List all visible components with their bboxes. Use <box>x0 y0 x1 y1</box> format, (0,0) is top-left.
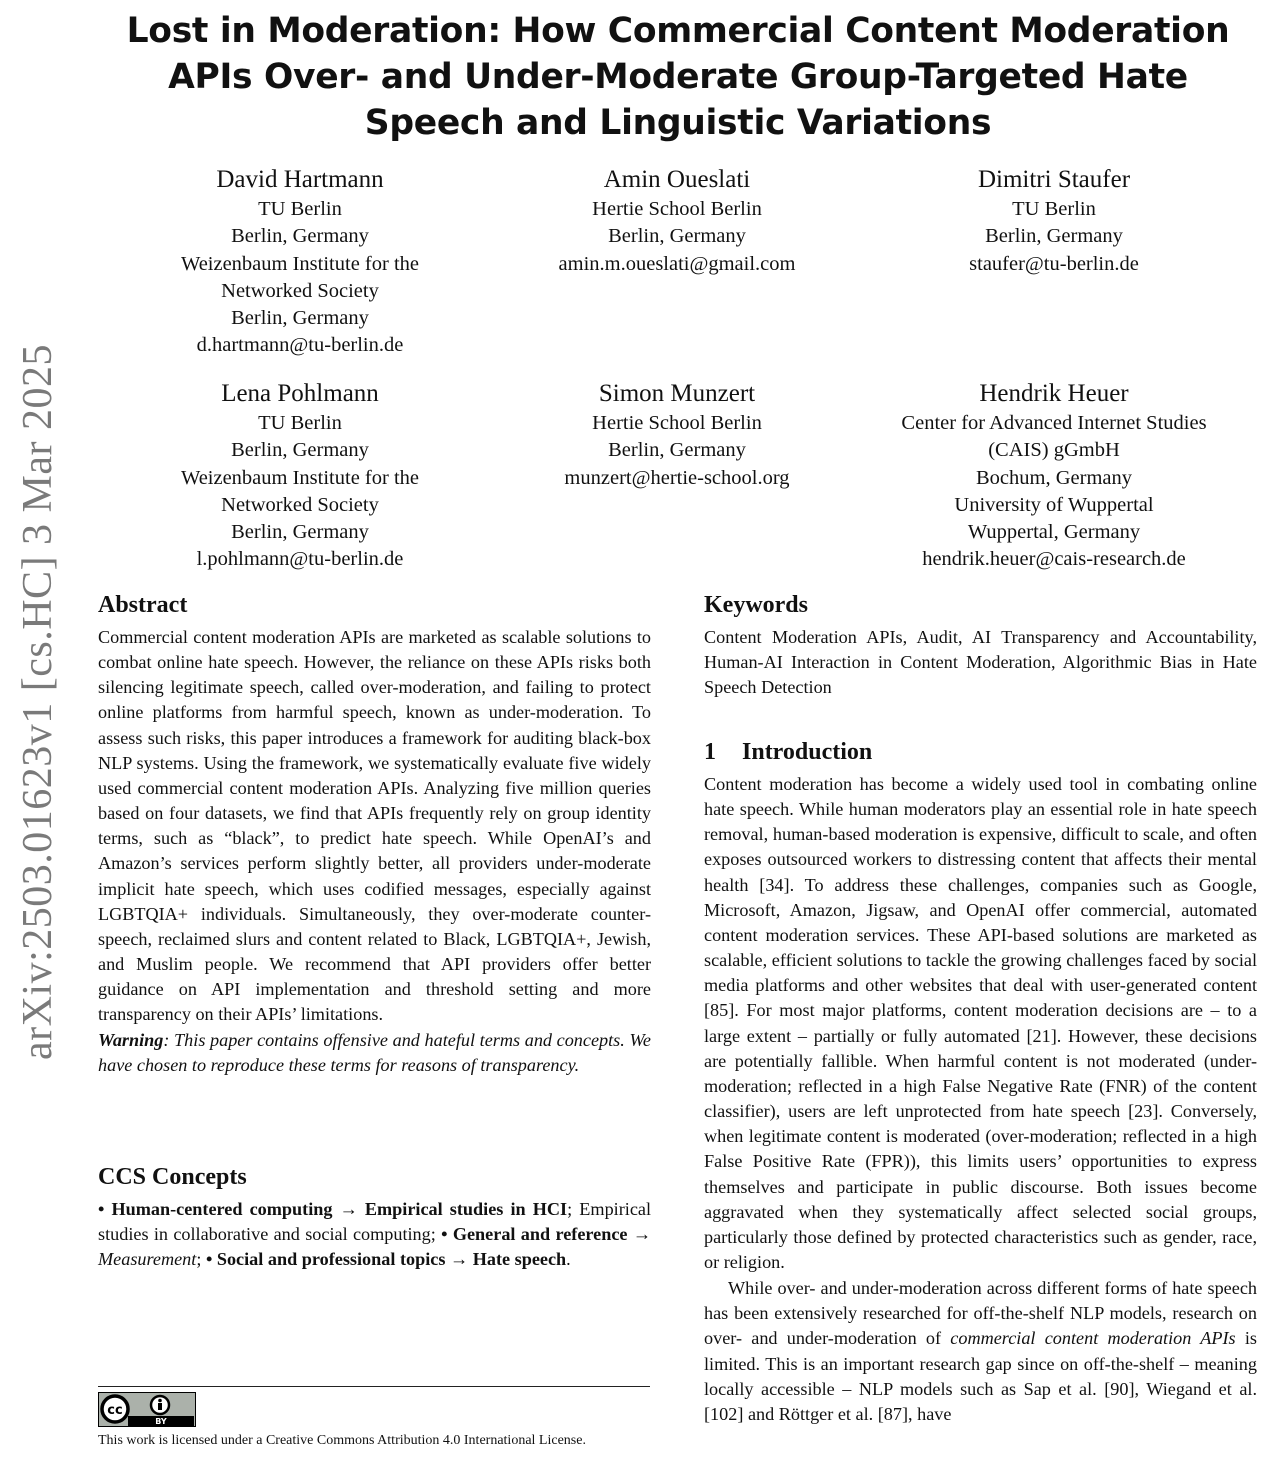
author-location: Berlin, Germany <box>231 307 369 330</box>
author-location: Bochum, Germany <box>976 466 1132 489</box>
arxiv-identifier: arXiv:2503.01623v1 [cs.HC] 3 Mar 2025 <box>15 343 61 1061</box>
author-affiliation: Hertie School Berlin <box>592 198 762 220</box>
author-name: Simon Munzert <box>598 380 756 407</box>
author-affiliation: (CAIS) gGmbH <box>988 439 1120 462</box>
warning-text: : This paper contains offensive and hateful terms and concepts. We have chosen to reproduce these terms for reasons of transparency. <box>98 1029 651 1075</box>
warning-label: Warning <box>98 1029 164 1050</box>
author-block <box>899 165 1209 278</box>
author-email: d.hartmann@tu-berlin.de <box>196 334 404 357</box>
author-affiliation: Center for Advanced Internet Studies <box>901 412 1207 434</box>
ccs-arrow: → <box>627 1224 652 1245</box>
author-location: Berlin, Germany <box>608 439 746 462</box>
ccs-concept: Empirical studies in HCI <box>364 1199 568 1219</box>
author-block <box>522 165 832 278</box>
author-affiliation: Networked Society <box>221 279 379 302</box>
author-affiliation: Networked Society <box>221 493 379 516</box>
author-location: Berlin, Germany <box>608 225 746 248</box>
ccs-separator: ; <box>196 1249 206 1270</box>
author-affiliation: Weizenbaum Institute for the <box>180 252 419 275</box>
license-text: This work is licensed under a Creative Commons Attribution 4.0 International License. <box>98 1433 586 1448</box>
author-block <box>522 379 832 492</box>
ccs-concept: Hate speech <box>472 1249 567 1270</box>
author-affiliation: University of Wuppertal <box>954 493 1154 516</box>
introduction-paragraph <box>704 1276 1257 1427</box>
cc-badge-text: cc <box>107 1403 123 1418</box>
ccs-end: . <box>566 1249 571 1270</box>
author-location: Berlin, Germany <box>231 225 369 248</box>
cc-by-license-icon <box>98 1392 196 1427</box>
author-email: l.pohlmann@tu-berlin.de <box>196 548 404 571</box>
ccs-concept: • General and reference <box>441 1224 628 1245</box>
ccs-text <box>98 1197 651 1272</box>
author-affiliation: TU Berlin <box>258 412 342 434</box>
by-badge-text: BY <box>155 1417 167 1426</box>
author-location: Berlin, Germany <box>985 225 1123 248</box>
abstract-text: Commercial content moderation APIs are marketed as scalable solutions to combat online hate speech. However, the reliance on these APIs risks both silencing legitimate speech, called over-moderation, and failing to protect online platforms from harmful speech, known as under-moderation. To assess such risks, this paper introduces a framework for auditing black-box NLP systems. Using the framework, we systematically evaluate five widely used commercial content moderation APIs. Analyzing five million queries based on four datasets, we find that APIs frequently rely on group identity terms, such as “black”, to predict hate speech. While OpenAI’s and Amazon’s services perform slightly better, all providers under-moderate implicit hate speech, which uses codified messages, especially against LGBTQIA+ individuals. Simultaneously, they over-moderate counter-speech, reclaimed slurs and content related to Black, LGBTQIA+, Jewish, and Muslim people. We recommend that API providers offer better guidance on API implementation and threshold setting and more transparency on their APIs’ limitations. <box>98 627 651 1025</box>
paper-title: Lost in Moderation: How Commercial Content Moderation APIs Over- and Under-Moderate Group-Targeted Hate Speech and Linguistic Variations <box>126 11 1230 143</box>
section-number: 1 <box>704 739 716 765</box>
ccs-concept: ; Empirical studies in collaborative and social computing; <box>98 1199 652 1245</box>
introduction-heading <box>704 737 1257 767</box>
ccs-arrow: → <box>445 1249 473 1270</box>
paragraph-text: While over- and under-moderation across different forms of hate speech has been extensively researched for off-the-shelf NLP models, research on over- and under-moderation of <box>704 1278 1257 1349</box>
author-email: munzert@hertie-school.org <box>564 466 790 489</box>
author-location: Wuppertal, Germany <box>967 521 1141 544</box>
author-name: Dimitri Staufer <box>977 166 1131 193</box>
author-name: Hendrik Heuer <box>979 380 1129 407</box>
author-block <box>145 379 455 574</box>
author-affiliation: TU Berlin <box>258 198 342 220</box>
author-name: Lena Pohlmann <box>221 380 379 407</box>
ccs-concept: • Human-centered computing <box>98 1199 333 1219</box>
keywords-heading: Keywords <box>704 592 808 618</box>
author-name: David Hartmann <box>216 166 384 193</box>
ccs-heading: CCS Concepts <box>98 1164 247 1190</box>
author-name: Amin Oueslati <box>603 166 751 193</box>
footnote-rule <box>98 1386 650 1387</box>
emphasis-text: commercial content moderation APIs <box>950 1328 1236 1349</box>
author-affiliation: Weizenbaum Institute for the <box>180 466 419 489</box>
author-location: Berlin, Germany <box>231 521 369 544</box>
abstract-warning <box>98 1028 651 1078</box>
keywords-text: Content Moderation APIs, Audit, AI Transparency and Accountability, Human-AI Interaction in Content Moderation, Algorithmic Bias in Hate Speech Detection <box>704 627 1257 698</box>
author-email: amin.m.oueslati@gmail.com <box>558 252 796 275</box>
author-block <box>868 379 1240 574</box>
author-affiliation: Hertie School Berlin <box>592 412 762 434</box>
ccs-section <box>98 1162 651 1272</box>
introduction-paragraph: Content moderation has become a widely used tool in combating online hate speech. While human moderators play an essential role in hate speech removal, human-based moderation is expensive, difficult to scale, and often exposes outsourced workers to distressing content that affects their mental health [34]. To address these challenges, companies such as Google, Microsoft, Amazon, Jigsaw, and OpenAI offer commercial, automated content moderation services. These API-based solutions are marketed as scalable, efficient solutions to tackle the growing challenges faced by social media platforms and other websites that deal with user-generated content [85]. For most major platforms, content moderation decisions are – to a large extent – partially or fully automated [21]. However, these decisions are potentially fallible. When harmful content is not moderated (under-moderation; reflected in a high False Negative Rate (FNR) of the content classifier), users are left unprotected from hate speech [23]. Conversely, when legitimate content is moderated (over-moderation; reflected in a high False Positive Rate (FPR)), this limits users’ opportunities to express themselves and participate in public discourse. Both issues become aggravated when they systematically affect selected social groups, particularly those defined by protected characteristics such as gender, race, or religion. <box>704 774 1257 1272</box>
author-email: hendrik.heuer@cais-research.de <box>922 548 1186 571</box>
ccs-arrow: → <box>332 1199 365 1219</box>
author-location: Berlin, Germany <box>231 439 369 462</box>
abstract-section <box>98 590 651 1078</box>
author-block <box>145 165 455 360</box>
section-title: Introduction <box>742 739 873 765</box>
author-email: staufer@tu-berlin.de <box>969 252 1139 275</box>
abstract-heading: Abstract <box>98 592 188 618</box>
ccs-concept: Measurement <box>98 1249 197 1270</box>
introduction-section <box>704 737 1257 1427</box>
author-affiliation: TU Berlin <box>1012 198 1096 220</box>
keywords-section <box>704 590 1257 700</box>
paragraph-text: is limited. This is an important research gap since on off-the-shelf – meaning locally accessible – NLP models such as Sap et al. [90], Wiegand et al. [102] and Röttger et al. [87], have <box>704 1328 1257 1424</box>
ccs-concept: • Social and professional topics <box>205 1249 446 1270</box>
